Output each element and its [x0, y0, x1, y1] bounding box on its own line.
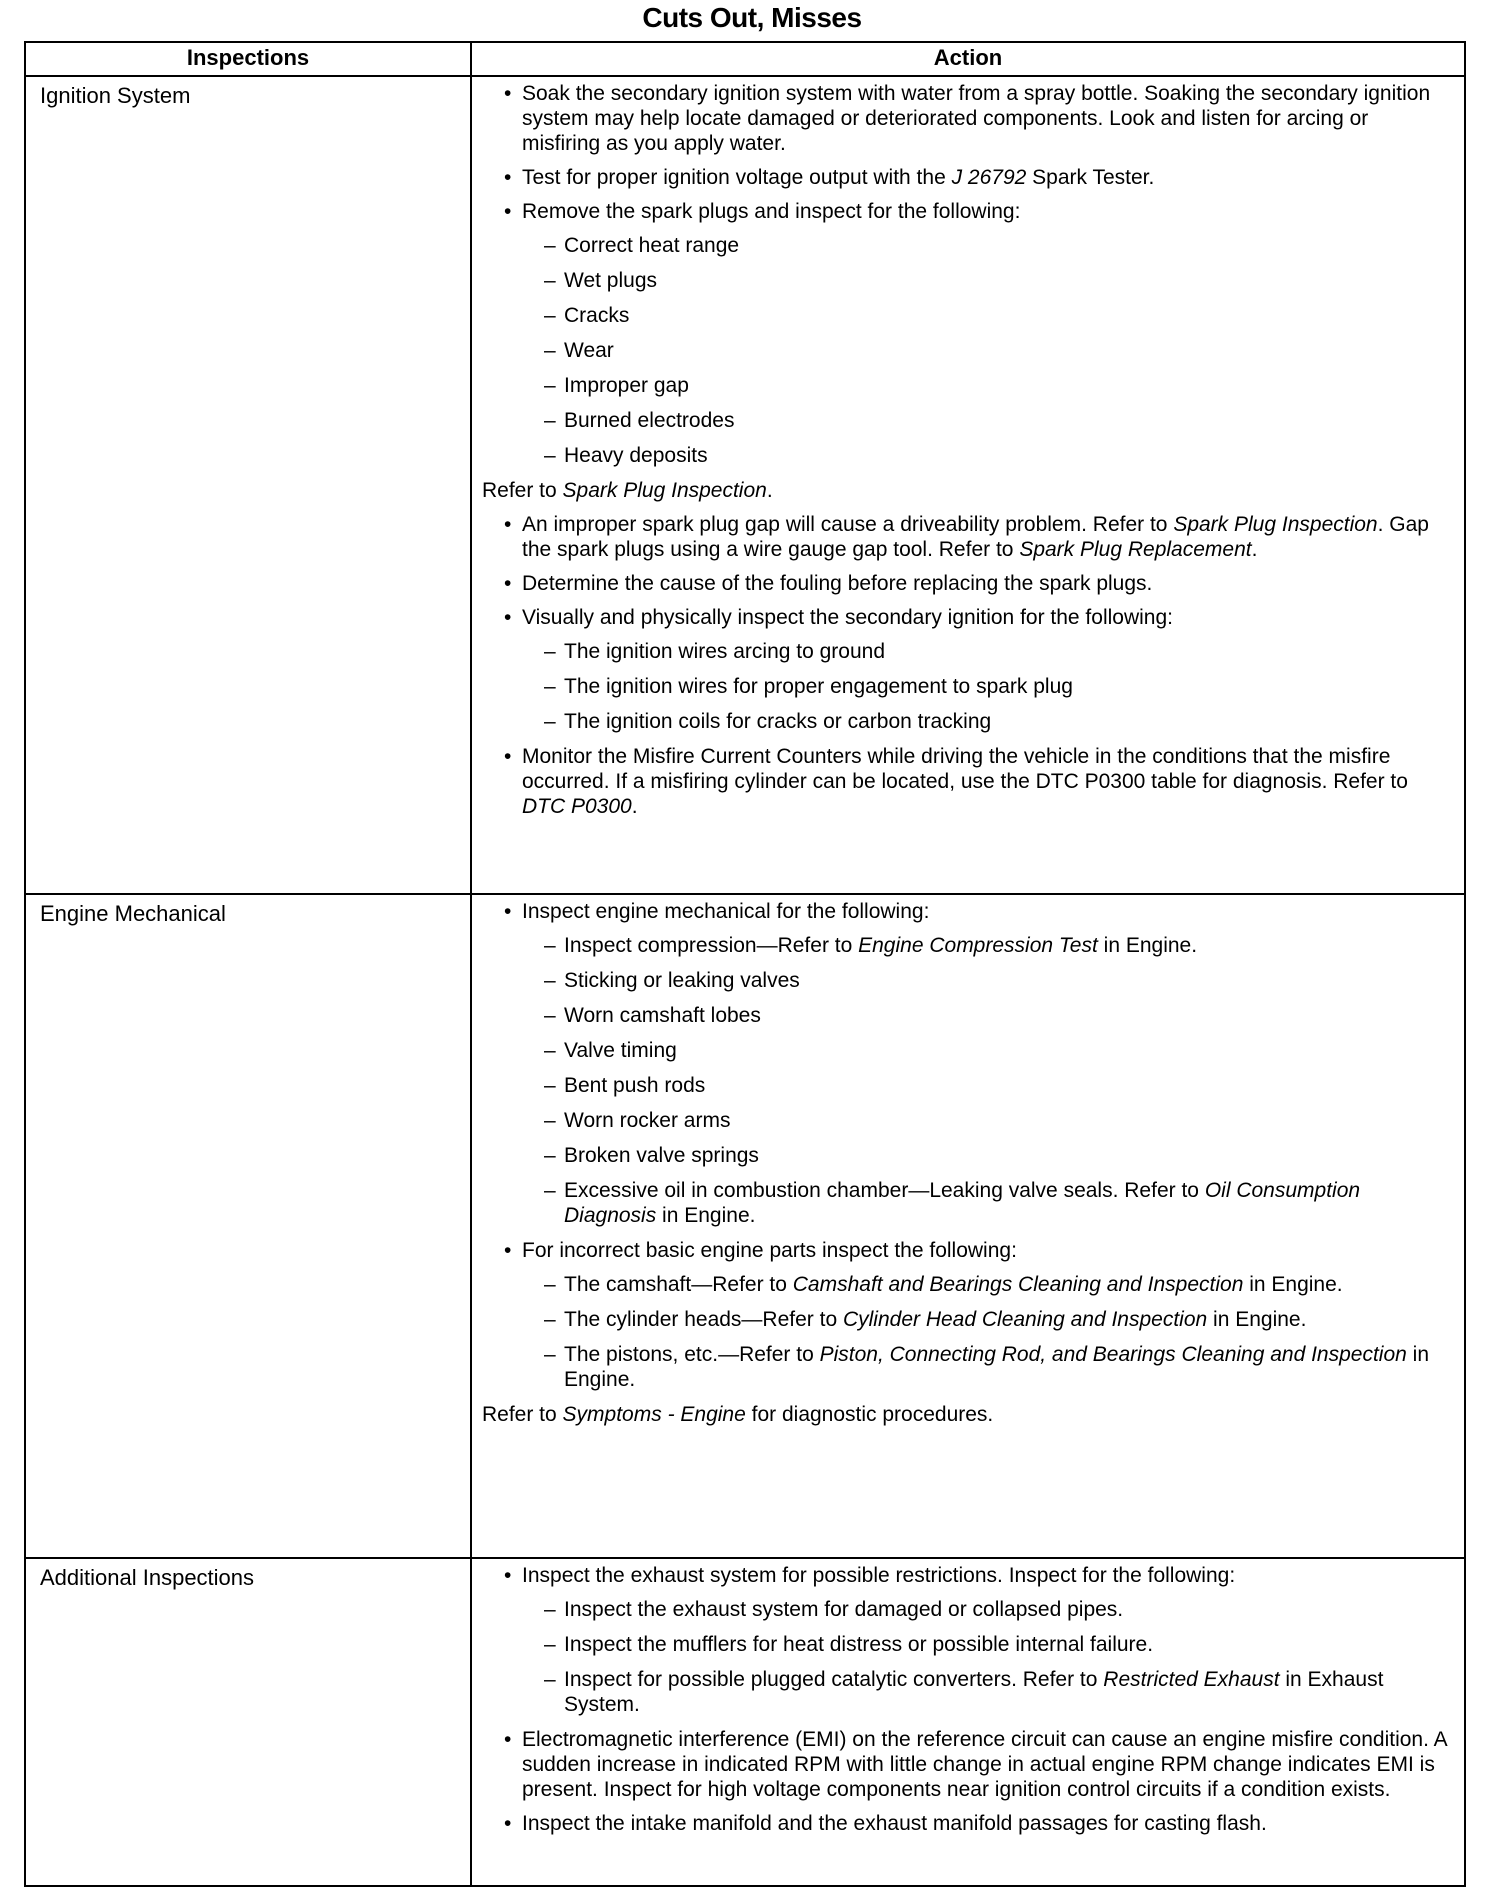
text-span: Bent push rods	[564, 1074, 706, 1097]
reference-text: Oil Consumption Diagnosis	[564, 1179, 1361, 1227]
bullet-item	[482, 1238, 1452, 1263]
sub-item	[482, 268, 1452, 293]
text-span: Cracks	[564, 304, 630, 327]
text-span: in Exhaust System.	[564, 1668, 1384, 1716]
table-row-ignition-system	[25, 76, 1465, 894]
text-span: The ignition wires arcing to ground	[564, 640, 886, 663]
inspection-label: Additional Inspections	[25, 1558, 471, 1886]
reference-text: J 26792	[951, 166, 1027, 189]
text-span: .	[1251, 538, 1258, 561]
bullet-item	[482, 1727, 1452, 1802]
sub-item	[482, 373, 1452, 398]
sub-item	[482, 233, 1452, 258]
sub-item	[482, 443, 1452, 468]
text-span: for diagnostic procedures.	[745, 1403, 994, 1426]
text-span: Inspect compression—Refer to	[564, 934, 859, 957]
sub-item	[482, 303, 1452, 328]
text-span: For incorrect basic engine parts inspect the following:	[522, 1239, 1017, 1262]
text-span: in Engine.	[1207, 1308, 1307, 1331]
text-span: Correct heat range	[564, 234, 740, 257]
text-span: Inspect engine mechanical for the following:	[522, 900, 930, 923]
bullet-item	[482, 1563, 1452, 1588]
sub-item	[482, 1038, 1452, 1063]
text-span: Broken valve springs	[564, 1144, 759, 1167]
text-span: An improper spark plug gap will cause a driveability problem. Refer to	[522, 513, 1174, 536]
text-span: The ignition wires for proper engagement to spark plug	[564, 675, 1073, 698]
text-span: The cylinder heads—Refer to	[564, 1308, 843, 1331]
bullet-item	[482, 899, 1452, 924]
text-span: in Engine.	[656, 1204, 756, 1227]
text-span: Inspect the exhaust system for damaged or collapsed pipes.	[564, 1598, 1124, 1621]
inspection-label: Engine Mechanical	[25, 894, 471, 1558]
sub-item	[482, 933, 1452, 958]
bullet-item	[482, 199, 1452, 224]
sub-item	[482, 1342, 1452, 1392]
text-span: Heavy deposits	[564, 444, 708, 467]
text-span: Soak the secondary ignition system with water from a spray bottle. Soaking the secondary ignition system may help locate damaged or deteriorated components. Look and listen for arcing or misfiring as you apply water.	[522, 82, 1431, 155]
text-span: Inspect the intake manifold and the exhaust manifold passages for casting flash.	[522, 1812, 1267, 1835]
reference-text: Engine Compression Test	[858, 934, 1098, 957]
bullet-item	[482, 571, 1452, 596]
reference-text: Spark Plug Replacement	[1019, 538, 1252, 561]
text-span: in Engine.	[1097, 934, 1198, 957]
table-header-row	[25, 42, 1465, 76]
text-span: .	[766, 479, 773, 502]
note-text	[482, 478, 1452, 503]
text-span: Monitor the Misfire Current Counters while driving the vehicle in the conditions that the misfire occurred. If a misfiring cylinder can be located, use the DTC P0300 table for diagnosis. Refer to	[522, 745, 1408, 793]
sub-item	[482, 1667, 1452, 1717]
sub-item	[482, 1597, 1452, 1622]
text-span: Wet plugs	[564, 269, 657, 292]
sub-item	[482, 709, 1452, 734]
text-span: in Engine.	[1243, 1273, 1343, 1296]
action-cell	[471, 76, 1465, 894]
action-cell	[471, 1558, 1465, 1886]
text-span: Refer to	[482, 1403, 563, 1426]
reference-text: Spark Plug Inspection	[562, 479, 767, 502]
header-action: Action	[471, 42, 1465, 76]
page-title: Cuts Out, Misses	[642, 2, 862, 33]
text-span: Worn rocker arms	[564, 1109, 731, 1132]
text-span: The ignition coils for cracks or carbon tracking	[564, 710, 992, 733]
note-text	[482, 1402, 1452, 1427]
sub-item	[482, 408, 1452, 433]
reference-text: Cylinder Head Cleaning and Inspection	[842, 1308, 1208, 1331]
sub-item	[482, 968, 1452, 993]
text-span: Valve timing	[564, 1039, 677, 1062]
text-span: Visually and physically inspect the secondary ignition for the following:	[522, 606, 1173, 629]
sub-item	[482, 1307, 1452, 1332]
sub-item	[482, 1108, 1452, 1133]
text-span: . Gap the spark plugs using a wire gauge gap tool. Refer to	[522, 513, 1429, 561]
reference-text: Restricted Exhaust	[1103, 1668, 1280, 1691]
sub-item	[482, 1003, 1452, 1028]
text-span: Sticking or leaking valves	[564, 969, 800, 992]
text-span: Remove the spark plugs and inspect for the following:	[522, 200, 1021, 223]
reference-text: Piston, Connecting Rod, and Bearings Cleaning and Inspection	[819, 1343, 1407, 1366]
text-span: Test for proper ignition voltage output with the	[522, 166, 952, 189]
text-span: Wear	[564, 339, 614, 362]
bullet-item	[482, 1811, 1452, 1836]
text-span: Inspect the exhaust system for possible restrictions. Inspect for the following:	[522, 1564, 1236, 1587]
sub-item	[482, 1178, 1452, 1228]
inspection-table	[24, 41, 1466, 1887]
reference-text: Spark Plug Inspection	[1173, 513, 1378, 536]
text-span: .	[631, 795, 638, 818]
header-inspections: Inspections	[25, 42, 471, 76]
text-span: Determine the cause of the fouling before replacing the spark plugs.	[522, 572, 1153, 595]
text-span: Excessive oil in combustion chamber—Leaking valve seals. Refer to	[564, 1179, 1205, 1202]
table-row-additional-inspections	[25, 1558, 1465, 1886]
bullet-item	[482, 605, 1452, 630]
text-span: Improper gap	[564, 374, 689, 397]
bullet-item	[482, 744, 1452, 819]
text-span: Refer to	[482, 479, 563, 502]
sub-item	[482, 1632, 1452, 1657]
bullet-item	[482, 165, 1452, 190]
text-span: Inspect the mufflers for heat distress or possible internal failure.	[564, 1633, 1154, 1656]
inspection-label: Ignition System	[25, 76, 471, 894]
text-span: in Engine.	[564, 1343, 1430, 1391]
reference-text: DTC P0300	[522, 795, 632, 818]
sub-item	[482, 674, 1452, 699]
sub-item	[482, 1143, 1452, 1168]
text-span: The pistons, etc.—Refer to	[564, 1343, 820, 1366]
reference-text: Symptoms - Engine	[562, 1403, 746, 1426]
sub-item	[482, 639, 1452, 664]
text-span: Spark Tester.	[1026, 166, 1155, 189]
sub-item	[482, 1073, 1452, 1098]
bullet-item	[482, 81, 1452, 156]
sub-item	[482, 1272, 1452, 1297]
text-span: Worn camshaft lobes	[564, 1004, 761, 1027]
sub-item	[482, 338, 1452, 363]
text-span: Inspect for possible plugged catalytic converters. Refer to	[564, 1668, 1104, 1691]
reference-text: Camshaft and Bearings Cleaning and Inspection	[792, 1273, 1244, 1296]
bullet-item	[482, 512, 1452, 562]
action-cell	[471, 894, 1465, 1558]
text-span: The camshaft—Refer to	[564, 1273, 793, 1296]
table-row-engine-mechanical	[25, 894, 1465, 1558]
text-span: Electromagnetic interference (EMI) on the reference circuit can cause an engine misfire condition. A sudden increase in indicated RPM with little change in actual engine RPM change indicates EMI is present. Inspect for high voltage components near ignition control circuits if a condition exists.	[522, 1728, 1447, 1801]
text-span: Burned electrodes	[564, 409, 735, 432]
